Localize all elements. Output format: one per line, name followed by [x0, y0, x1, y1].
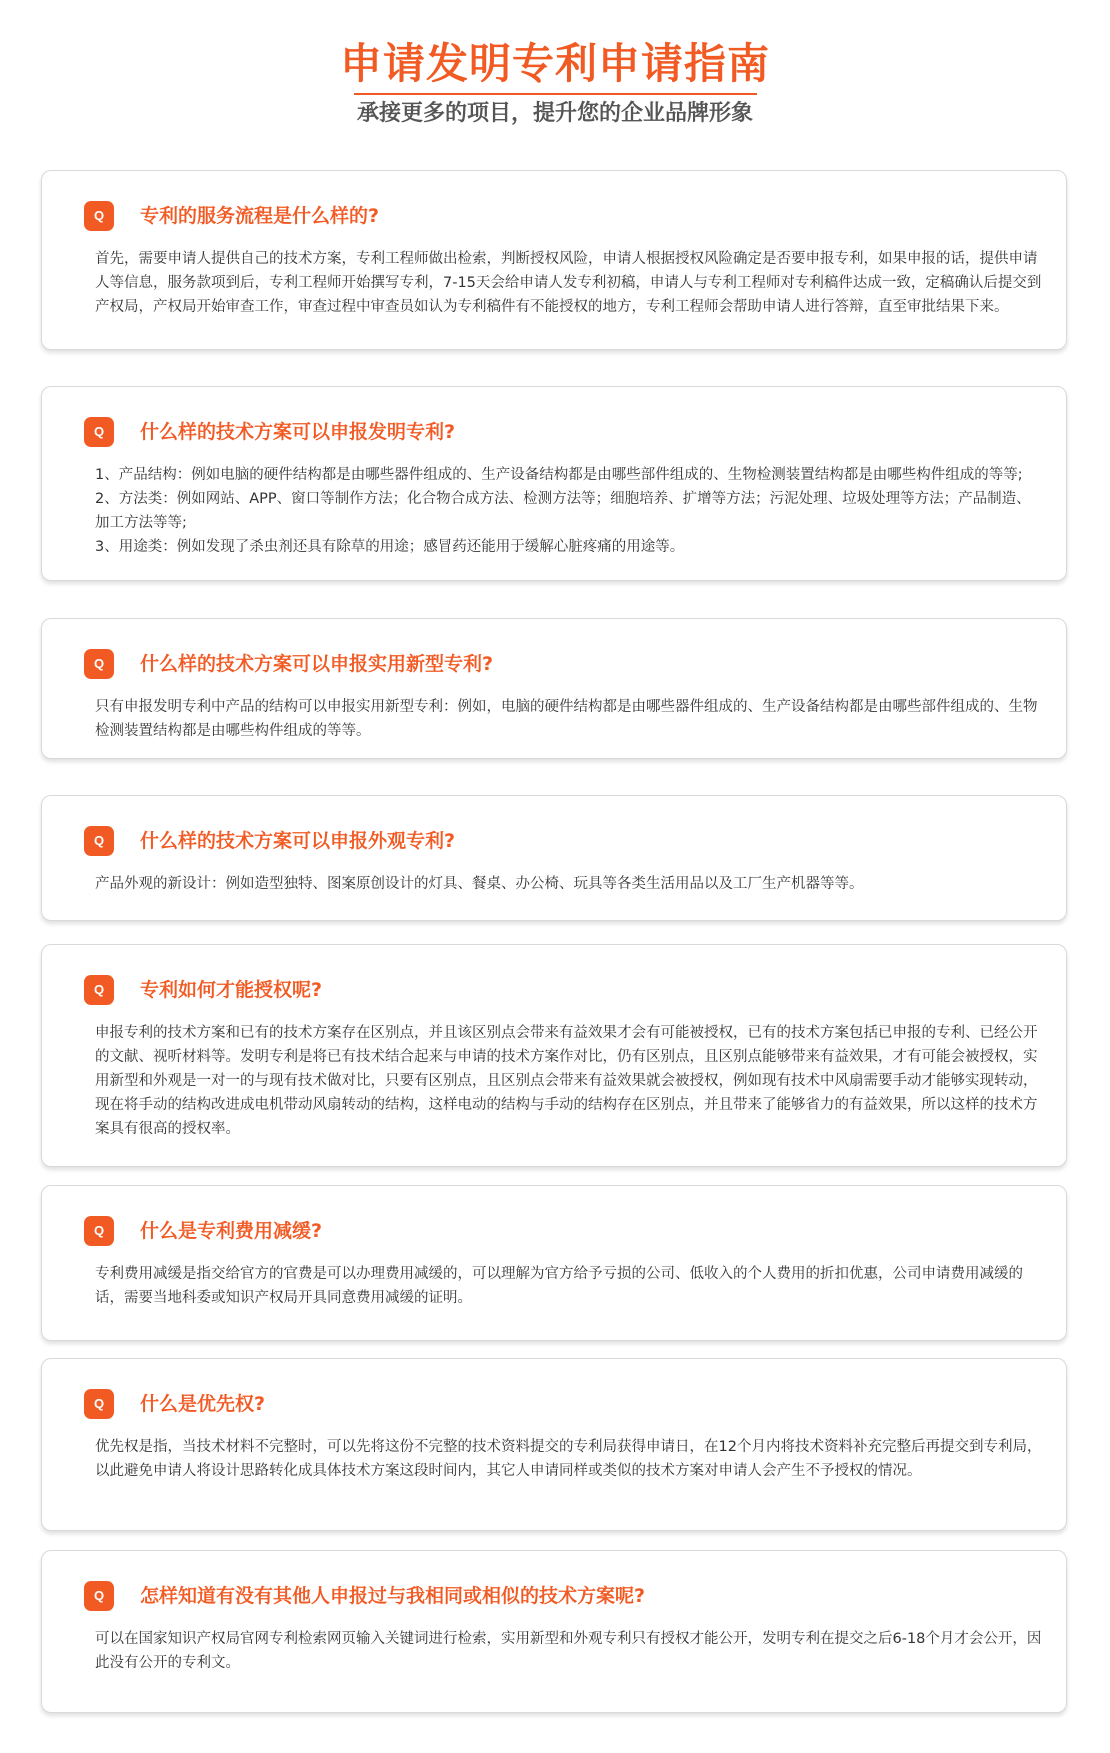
faq-card-priority [41, 1358, 1067, 1531]
answer-line: 1、产品结构：例如电脑的硬件结构都是由哪些器件组成的、生产设备结构都是由哪些部件组成的、生物检测装置结构都是由哪些构件组成的等等; [95, 467, 1023, 483]
faq-answer: 专利费用减缓是指交给官方的官费是可以办理费用减缓的，可以理解为官方给予亏损的公司、低收入的个人费用的折扣优惠，公司申请费用减缓的话，需要当地科委或知识产权局开具同意费用减缓的证明。 [95, 1266, 1023, 1306]
answer-line: 3、用途类：例如发现了杀虫剂还具有除草的用途；感冒药还能用于缓解心脏疼痛的用途等。 [95, 539, 685, 555]
faq-card-invention-patent [41, 386, 1067, 581]
faq-question: 专利的服务流程是什么样的? [140, 205, 380, 227]
faq-card-service-process [41, 170, 1067, 350]
question-badge: Q [84, 975, 114, 1005]
faq-question: 怎样知道有没有其他人申报过与我相同或相似的技术方案呢? [140, 1585, 646, 1607]
faq-card-authorization [41, 944, 1067, 1167]
question-badge: Q [84, 417, 114, 447]
question-badge: Q [84, 201, 114, 231]
page-subtitle: 承接更多的项目，提升您的企业品牌形象 [356, 101, 753, 126]
page-header [0, 0, 1110, 150]
faq-answer: 首先，需要申请人提供自己的技术方案，专利工程师做出检索，判断授权风险，申请人根据授权风险确定是否要申报专利，如果申报的话，提供申请人等信息，服务款项到后，专利工程师开始撰写专利，7-15天会给申请人发专利初稿，申请人与专利工程师对专利稿件达成一致，定稿确认后提交到产权局，产权局开始审查工作，审查过程中审查员如认为专利稿件有不能授权的地方，专利工程师会帮助申请人进行答辩，直至审批结果下来。 [95, 251, 1042, 315]
faq-answer: 申报专利的技术方案和已有的技术方案存在区别点，并且该区别点会带来有益效果才会有可能被授权，已有的技术方案包括已申报的专利、已经公开的文献、视听材料等。发明专利是将已有技术结合起来与申请的技术方案作对比，仍有区别点，且区别点能够带来有益效果，才有可能会被授权，实用新型和外观是一对一的与现有技术做对比，只要有区别点，且区别点会带来有益效果就会被授权，例如现有技术中风扇需要手动才能够实现转动，现在将手动的结构改进成电机带动风扇转动的结构，这样电动的结构与手动的结构存在区别点，并且带来了能够省力的有益效果，所以这样的技术方案具有很高的授权率。 [95, 1025, 1038, 1137]
faq-card-fee-reduction [41, 1185, 1067, 1341]
faq-answer: 优先权是指，当技术材料不完整时，可以先将这份不完整的技术资料提交的专利局获得申请日，在12个月内将技术资料补充完整后再提交到专利局，以此避免申请人将设计思路转化成具体技术方案这段时间内，其它人申请同样或类似的技术方案对申请人会产生不予授权的情况。 [95, 1439, 1042, 1479]
question-badge: Q [84, 1216, 114, 1246]
faq-question: 专利如何才能授权呢? [140, 979, 323, 1001]
question-badge: Q [84, 1389, 114, 1419]
faq-answer [95, 463, 1044, 559]
question-badge: Q [84, 649, 114, 679]
answer-line: 2、方法类：例如网站、APP、窗口等制作方法；化合物合成方法、检测方法等；细胞培养、扩增等方法；污泥处理、垃圾处理等方法；产品制造、加工方法等等; [95, 491, 1031, 531]
faq-card-design-patent [41, 795, 1067, 921]
faq-card-prior-art-search [41, 1550, 1067, 1713]
faq-answer: 可以在国家知识产权局官网专利检索网页输入关键词进行检索，实用新型和外观专利只有授权才能公开，发明专利在提交之后6-18个月才会公开，因此没有公开的专利文。 [95, 1631, 1042, 1671]
title-underline [354, 93, 757, 95]
faq-question: 什么样的技术方案可以申报实用新型专利? [140, 653, 494, 675]
question-badge: Q [84, 1581, 114, 1611]
faq-answer: 产品外观的新设计：例如造型独特、图案原创设计的灯具、餐桌、办公椅、玩具等各类生活用品以及工厂生产机器等等。 [95, 876, 864, 892]
faq-answer: 只有申报发明专利中产品的结构可以申报实用新型专利：例如，电脑的硬件结构都是由哪些器件组成的、生产设备结构都是由哪些部件组成的、生物检测装置结构都是由哪些构件组成的等等。 [95, 699, 1038, 739]
faq-question: 什么是专利费用减缓? [140, 1220, 323, 1242]
faq-card-utility-model [41, 618, 1067, 759]
faq-question: 什么是优先权? [140, 1393, 266, 1415]
faq-question: 什么样的技术方案可以申报发明专利? [140, 421, 456, 443]
faq-question: 什么样的技术方案可以申报外观专利? [140, 830, 456, 852]
page-title: 申请发明专利申请指南 [339, 39, 770, 88]
question-badge: Q [84, 826, 114, 856]
